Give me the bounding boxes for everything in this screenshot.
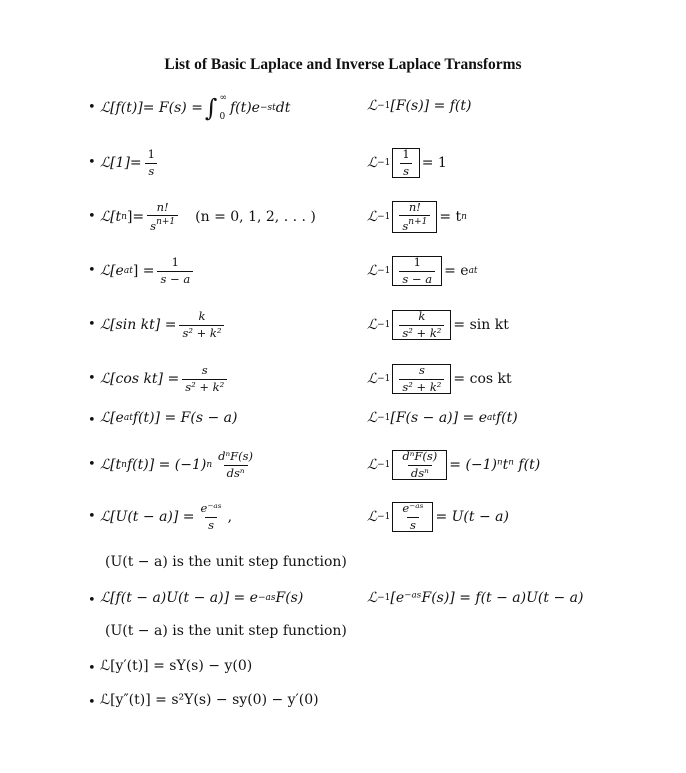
inverse-second-shift: ℒ −1 [e⁻ᵃˢF(s)] = f(t − a)U(t − a): [367, 590, 584, 606]
laplace-first-derivative: ℒ[y′(t)] = sY(s) − y(0): [100, 658, 253, 674]
fraction: $\frac{\text{e⁻ᵃˢ}}{s}$: [200, 501, 222, 532]
inverse-definition: ℒ −1 [F(s)] = f(t): [367, 98, 472, 114]
laplace-second-derivative: ℒ[y″(t)] = s²Y(s) − sy(0) − y′(0): [100, 692, 319, 708]
bullet: •: [88, 593, 96, 608]
inverse-first-shift: ℒ −1 [F(s − a)] = e at f(t): [367, 410, 518, 426]
inverse-of-cosine: ℒ −1 $\frac{s}{\text{s² + k²}}$ = cos kt: [367, 363, 512, 394]
laplace-of-cosine: ℒ[cos kt] = $\frac{s}{\text{s² + k²}}$: [100, 362, 230, 396]
inverse-of-one: ℒ −1 $\frac{1}{s}$ = 1: [367, 147, 447, 178]
bracket: $\frac{1}{s}$: [392, 148, 419, 177]
fraction: $\frac{1}{s}$: [145, 148, 158, 177]
fraction: $\frac{\text{dⁿF(s)}}{\text{dsⁿ}}$: [218, 449, 254, 480]
inverse-of-unit-step: ℒ −1 $\frac{\text{e⁻ᵃˢ}}{s}$ = U(t − a): [367, 501, 509, 532]
integral-limits: ∞ 0: [219, 93, 227, 122]
bullet: •: [88, 155, 96, 170]
bullet: •: [88, 263, 96, 278]
laplace-of-one: ℒ[1]= $\frac{1}{s}$: [100, 146, 161, 180]
bullet: •: [88, 509, 96, 524]
fraction: $\frac{k}{\text{s² + k²}}$: [179, 310, 224, 339]
integral-sign: ∫: [204, 94, 218, 122]
bracket: $\frac{k}{\text{s² + k²}}$: [392, 310, 451, 339]
unit-step-note: (U(t − a) is the unit step function): [105, 554, 347, 570]
laplace-of-unit-step: ℒ[U(t − a)] = $\frac{\text{e⁻ᵃˢ}}{s}$ ,: [100, 501, 233, 532]
laplace-of-exponential: ℒ[e at ] = $\frac{1}{s - a}$: [100, 254, 196, 288]
unit-step-note: (U(t − a) is the unit step function): [105, 623, 347, 639]
laplace-of-power: ℒ[t n ]= $\frac{n!}{s^{n+1}}$ (n = 0, 1, 2, . . . ): [100, 199, 316, 233]
bullet: •: [88, 457, 96, 472]
inverse-derivative-transform: ℒ −1 $\frac{\text{dⁿF(s)}}{\text{dsⁿ}}$ = (−1)ⁿtⁿ f(t): [367, 449, 541, 480]
bullet: •: [88, 100, 96, 115]
bracket: $\frac{\text{dⁿF(s)}}{\text{dsⁿ}}$: [392, 450, 447, 479]
inverse-of-exponential: ℒ −1 $\frac{1}{s - a}$ = e at: [367, 255, 478, 286]
bullet: •: [88, 209, 96, 224]
laplace-multiplied-by-power: ℒ[t n f(t)] = (−1) n $\frac{\text{dⁿF(s)}}{\text{dsⁿ}}$: [100, 448, 259, 482]
bracket: $\frac{s}{\text{s² + k²}}$: [392, 364, 451, 393]
power-condition: (n = 0, 1, 2, . . . ): [195, 209, 316, 225]
fraction: $\frac{n!}{s^{n+1}}$: [147, 201, 178, 233]
inverse-of-power: ℒ −1 $\frac{n!}{s^{n+1}}$ = t n: [367, 199, 467, 233]
bullet: •: [88, 413, 96, 428]
bullet: •: [88, 317, 96, 332]
laplace-of-sine: ℒ[sin kt] = $\frac{k}{\text{s² + k²}}$: [100, 308, 227, 342]
bullet: •: [88, 371, 96, 386]
bullet: •: [88, 661, 96, 676]
laplace-definition: ℒ[f(t)]= F(s) = ∫ ∞ 0 f(t)e −st dt: [100, 93, 291, 122]
bullet: •: [88, 695, 96, 710]
bracket: $\frac{n!}{s^{n+1}}$: [392, 201, 437, 233]
fraction: $\frac{s}{\text{s² + k²}}$: [182, 364, 227, 393]
fraction: $\frac{1}{s - a}$: [157, 256, 193, 285]
inverse-of-sine: ℒ −1 $\frac{k}{\text{s² + k²}}$ = sin kt: [367, 309, 509, 340]
laplace-second-shift: ℒ[f(t − a)U(t − a)] = e −as F(s): [100, 590, 304, 606]
laplace-first-shift: ℒ[e at f(t)] = F(s − a): [100, 410, 238, 426]
bracket: $\frac{1}{s - a}$: [392, 256, 442, 285]
bracket: $\frac{\text{e⁻ᵃˢ}}{s}$: [392, 502, 433, 531]
page-title: List of Basic Laplace and Inverse Laplace Transforms: [164, 56, 522, 73]
